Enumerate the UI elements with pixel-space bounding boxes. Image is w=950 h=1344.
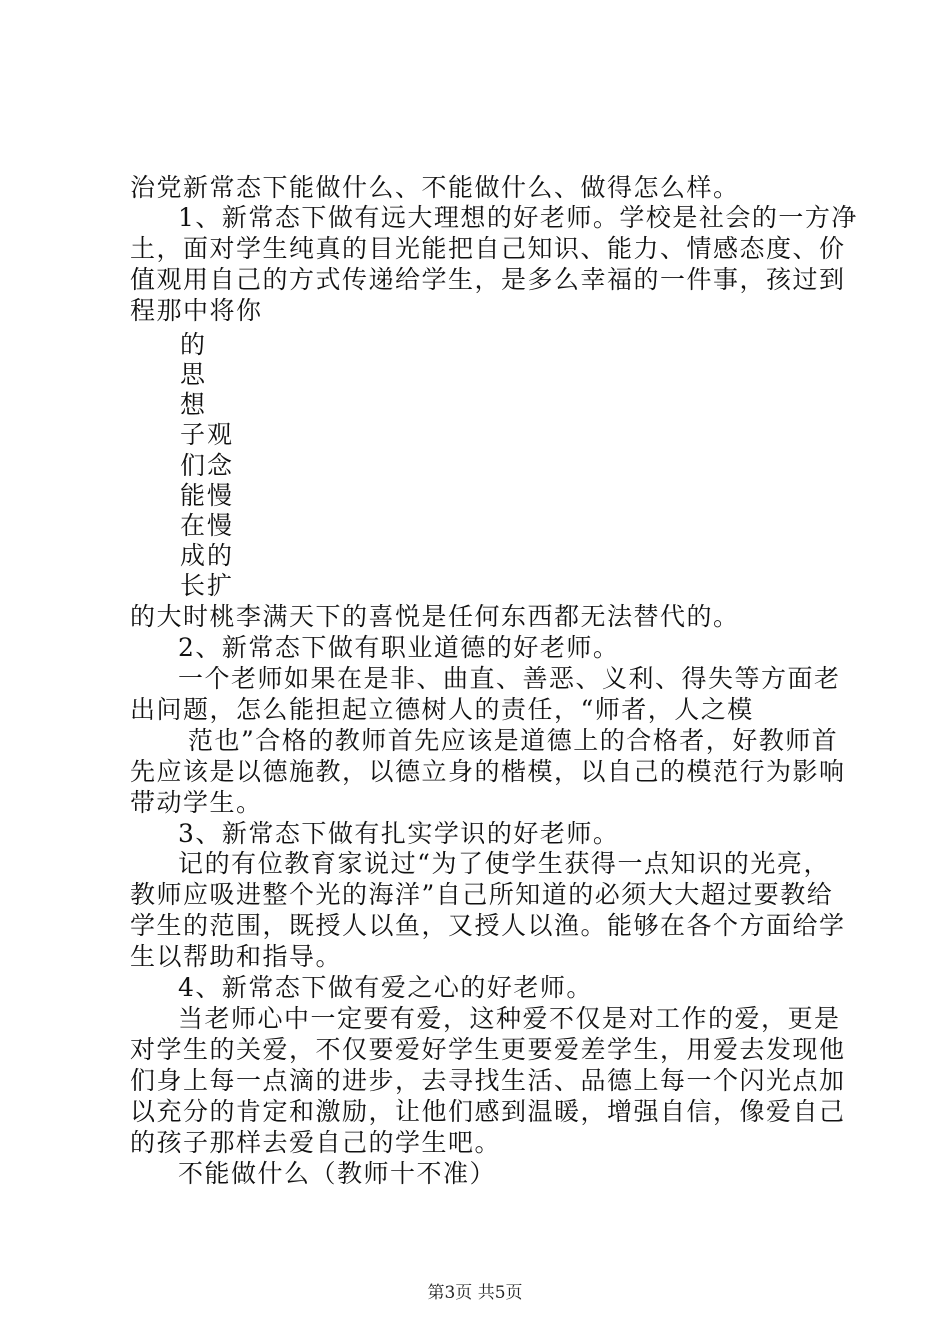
vertical-text-fragment: 想 — [180, 390, 208, 419]
vertical-text-fragment: 思 — [180, 360, 208, 389]
heading-item-4: 4、新常态下做有爱之心的好老师。 — [178, 973, 593, 1002]
vertical-text-fragment: 在慢 — [180, 511, 235, 540]
paragraph-line: 的大时桃李满天下的喜悦是任何东西都无法替代的。 — [130, 602, 740, 631]
paragraph-line: 教师应吸进整个光的海洋”自己所知道的必须大大超过要教给 — [130, 880, 834, 909]
paragraph-line: 们身上每一点滴的进步，去寻找生活、品德上每一个闪光点加 — [130, 1066, 846, 1095]
heading-item-1: 1、新常态下做有远大理想的好老师。学校是社会的一方净 — [178, 203, 858, 232]
section-heading: 不能做什么（教师十不准） — [178, 1159, 497, 1188]
paragraph-line: 范也”合格的教师首先应该是道德上的合格者，好教师首 — [188, 726, 839, 755]
paragraph-line: 记的有位教育家说过“为了使学生获得一点知识的光亮， — [178, 849, 830, 878]
paragraph-line: 土，面对学生纯真的目光能把自己知识、能力、情感态度、价 — [130, 234, 846, 263]
heading-item-2: 2、新常态下做有职业道德的好老师。 — [178, 633, 620, 662]
paragraph-line: 当老师心中一定要有爱，这种爱不仅是对工作的爱，更是 — [178, 1004, 841, 1033]
vertical-text-fragment: 的 — [180, 330, 208, 359]
heading-item-3: 3、新常态下做有扎实学识的好老师。 — [178, 819, 620, 848]
vertical-text-fragment: 们念 — [180, 451, 235, 480]
paragraph-line: 先应该是以德施教，以德立身的楷模，以自己的模范行为影响 — [130, 757, 846, 786]
paragraph-line: 生以帮助和指导。 — [130, 942, 343, 971]
paragraph-line: 对学生的关爱，不仅要爱好学生更要爱差学生，用爱去发现他 — [130, 1035, 846, 1064]
paragraph-line: 程那中将你 — [130, 296, 263, 325]
paragraph-line: 的孩子那样去爱自己的学生吧。 — [130, 1128, 502, 1157]
paragraph-line: 出问题，怎么能担起立德树人的责任，“师者，人之模 — [130, 695, 754, 724]
paragraph-line: 值观用自己的方式传递给学生，是多么幸福的一件事，孩过到 — [130, 265, 846, 294]
vertical-text-fragment: 长扩 — [180, 571, 235, 600]
paragraph-line: 治党新常态下能做什么、不能做什么、做得怎么样。 — [130, 173, 740, 202]
vertical-text-fragment: 能慢 — [180, 481, 235, 510]
paragraph-line: 带动学生。 — [130, 788, 263, 817]
vertical-text-fragment: 子观 — [180, 420, 235, 449]
vertical-text-fragment: 成的 — [180, 541, 235, 570]
paragraph-line: 学生的范围，既授人以鱼，又授人以渔。能够在各个方面给学 — [130, 911, 846, 940]
page-number-footer: 第3页 共5页 — [427, 1283, 523, 1303]
paragraph-line: 一个老师如果在是非、曲直、善恶、义利、得失等方面老 — [178, 664, 841, 693]
paragraph-line: 以充分的肯定和激励，让他们感到温暖，增强自信，像爱自己 — [130, 1097, 846, 1126]
